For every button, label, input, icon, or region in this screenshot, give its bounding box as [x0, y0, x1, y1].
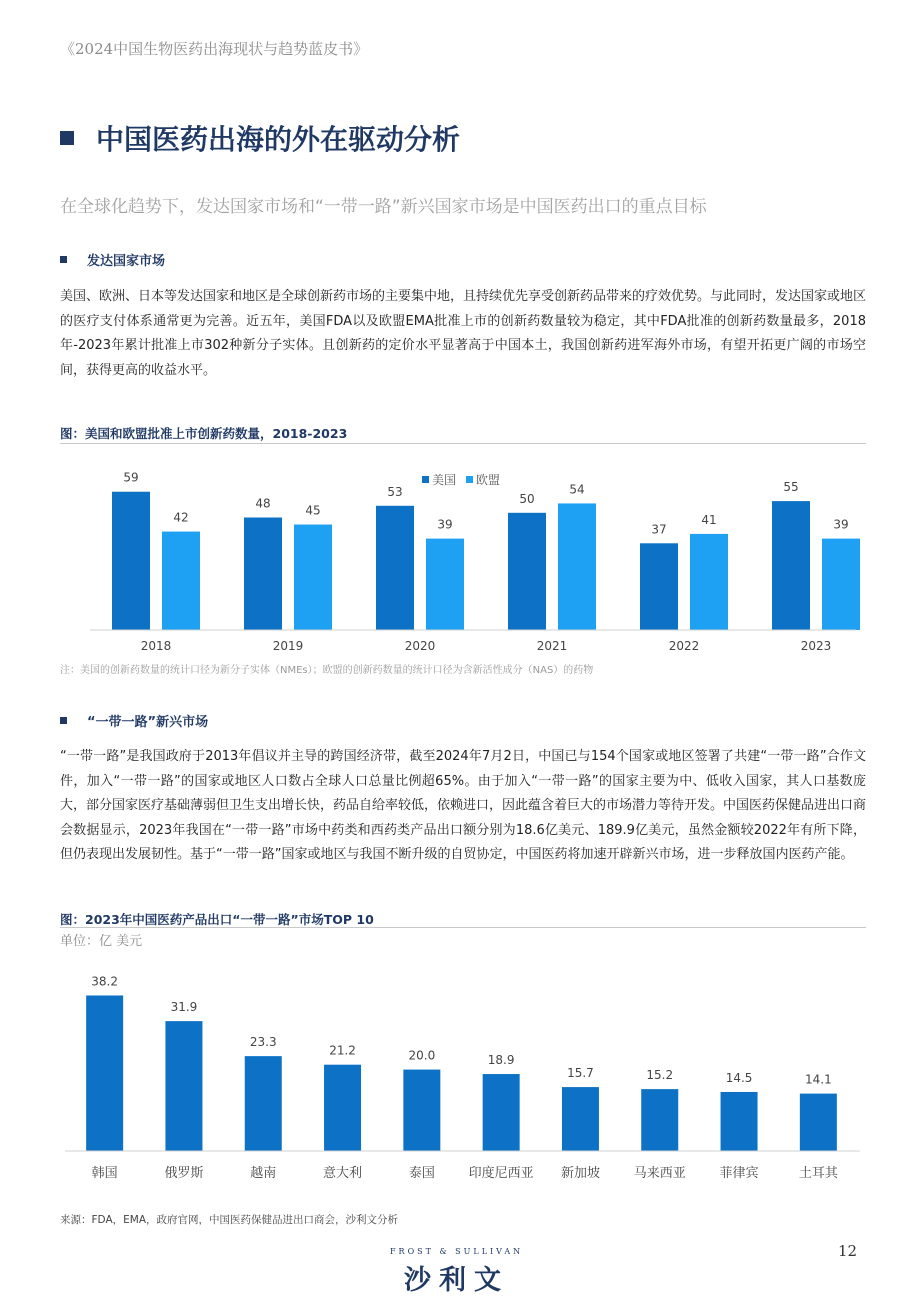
section-title	[60, 118, 460, 158]
data-label-俄罗斯: 31.9	[170, 1000, 198, 1015]
figure-title-approvals: 图：美国和欧盟批准上市创新药数量，2018-2023	[60, 426, 348, 441]
bar-印度尼西亚	[483, 1074, 520, 1151]
tick-label-马来西亚: 马来西亚	[633, 1166, 686, 1181]
document-title: 《2024中国生物医药出海现状与趋势蓝皮书》	[60, 40, 369, 58]
bar-2021-1	[558, 503, 596, 630]
figure-divider	[60, 927, 866, 928]
logo-text-cn: 沙利文	[404, 1265, 509, 1296]
unit-label: 单位：亿 美元	[60, 934, 143, 949]
paragraph-belt-road: “一带一路”是我国政府于2013年倡议并主导的跨国经济带，截至2024年7月2日，中国已与154个国家或地区签署了共建“一带一路”合作文件，加入“一带一路”的国家或地区人口数占全球人口总量比例超65%。由于加入“一带一路”的国家主要为中、低收入国家，其人口基数庞大，部分国家医疗基础薄弱但卫生支出增长快，药品自给率较低，依赖进口，因此蕴含着巨大的市场潜力等待开发。中国医药保健品进出口商会数据显示，2023年我国在“一带一路”市场中药类和西药类产品出口额分别为18.6亿美元、189.9亿美元，虽然金额较2022年有所下降，但仍表现出发展韧性。基于“一带一路”国家或地区与我国不断升级的自贸协定，中国医药将加速开辟新兴市场，进一步释放国内医药产能。	[60, 749, 867, 862]
data-label-韩国: 38.2	[91, 975, 119, 989]
legend-swatch-1	[466, 476, 473, 483]
tick-label-2021: 2021	[536, 639, 568, 653]
bar-新加坡	[562, 1087, 599, 1151]
tick-label-2019: 2019	[272, 639, 304, 653]
bar-2019-1	[294, 525, 332, 630]
data-label-2021-1: 54	[569, 482, 585, 497]
bar-意大利	[324, 1065, 361, 1151]
data-label-2018-1: 42	[173, 510, 189, 525]
figure-title-exports: 图：2023年中国医药产品出口“一带一路”市场TOP 10	[60, 912, 374, 927]
bar-越南	[245, 1056, 282, 1151]
tick-label-2023: 2023	[800, 639, 832, 653]
section-title-text: 中国医药出海的外在驱动分析	[96, 123, 461, 156]
tick-label-印度尼西亚: 印度尼西亚	[468, 1166, 534, 1181]
tick-label-意大利: 意大利	[323, 1166, 363, 1181]
bar-马来西亚	[641, 1089, 678, 1151]
data-label-新加坡: 15.7	[567, 1066, 594, 1081]
bar-菲律宾	[721, 1092, 758, 1151]
legend-swatch-0	[422, 476, 429, 483]
chart-legend	[422, 473, 500, 487]
data-label-2023-1: 39	[833, 517, 849, 532]
paragraph-developed: 美国、欧洲、日本等发达国家和地区是全球创新药市场的主要集中地，且持续优先享受创新药品带来的疗效优势。与此同时，发达国家或地区的医疗支付体系通常更为完善。近五年，美国FDA以及欧盟EMA批准上市的创新药数量较为稳定，其中FDA批准的创新药数量最多，2018年-2023年累计批准上市302种新分子实体。且创新药的定价水平显著高于中国本土，我国创新药进军海外市场，有望开拓更广阔的市场空间，获得更高的收益水平。	[60, 289, 867, 378]
tick-label-新加坡: 新加坡	[560, 1166, 600, 1181]
legend-label-1: 欧盟	[476, 473, 501, 487]
bar-2023-0	[772, 501, 810, 630]
heading-developed-text: 发达国家市场	[87, 254, 166, 269]
bar-2020-1	[426, 539, 464, 630]
data-label-马来西亚: 15.2	[646, 1068, 674, 1083]
data-label-2023-0: 55	[783, 480, 799, 495]
tick-label-2022: 2022	[668, 639, 700, 653]
bar-2018-1	[162, 532, 200, 630]
tick-label-2018: 2018	[140, 639, 172, 653]
bar-韩国	[86, 995, 123, 1151]
bar-2019-0	[244, 518, 282, 631]
source-note: 来源：FDA，EMA，政府官网，中国医药保健品进出口商会，沙利文分析	[60, 1214, 398, 1226]
heading-belt-road-text: “一带一路”新兴市场	[87, 715, 209, 730]
data-label-意大利: 21.2	[329, 1043, 356, 1058]
data-label-2022-0: 37	[651, 522, 667, 537]
data-label-2018-0: 59	[123, 470, 139, 485]
figure-divider	[60, 443, 866, 444]
approvals-chart	[60, 460, 866, 660]
logo-text-en: FROST & SULLIVAN	[390, 1247, 524, 1256]
data-label-2021-0: 50	[519, 491, 535, 506]
tick-label-韩国: 韩国	[91, 1166, 118, 1181]
exports-chart	[60, 975, 866, 1190]
data-label-2020-1: 39	[437, 517, 453, 532]
data-label-2019-1: 45	[305, 503, 321, 518]
bar-泰国	[403, 1070, 440, 1151]
legend-label-0: 美国	[432, 473, 457, 487]
data-label-2020-0: 53	[387, 484, 403, 499]
page-number: 12	[838, 1242, 858, 1260]
bar-2020-0	[376, 506, 414, 630]
bar-俄罗斯	[165, 1021, 202, 1151]
heading-belt-road-markets	[60, 711, 208, 730]
tick-label-越南: 越南	[250, 1166, 277, 1181]
bar-2018-0	[112, 492, 150, 630]
tick-label-2020: 2020	[404, 639, 436, 653]
heading-developed-markets	[60, 250, 165, 269]
data-label-泰国: 20.0	[408, 1048, 436, 1063]
data-label-土耳其: 14.1	[804, 1072, 832, 1087]
data-label-印度尼西亚: 18.9	[487, 1053, 515, 1068]
section-subtitle: 在全球化趋势下，发达国家市场和“一带一路”新兴国家市场是中国医药出口的重点目标	[60, 197, 707, 217]
bar-2022-1	[690, 534, 728, 630]
tick-label-俄罗斯: 俄罗斯	[164, 1166, 204, 1181]
data-label-2022-1: 41	[701, 512, 717, 527]
data-label-菲律宾: 14.5	[725, 1070, 753, 1085]
square-bullet-icon	[60, 131, 74, 145]
bar-2022-0	[640, 543, 678, 630]
bar-2021-0	[508, 513, 546, 630]
data-label-2019-0: 48	[255, 496, 271, 511]
tick-label-泰国: 泰国	[408, 1166, 435, 1181]
square-bullet-icon	[60, 717, 67, 724]
bar-2023-1	[822, 539, 860, 630]
chart-note: 注：美国的创新药数量的统计口径为新分子实体（NMEs）；欧盟的创新药数量的统计口径为含新活性成分（NAS）的药物	[60, 665, 594, 676]
bar-土耳其	[800, 1094, 837, 1151]
square-bullet-icon	[60, 256, 67, 263]
tick-label-菲律宾: 菲律宾	[719, 1166, 759, 1181]
data-label-越南: 23.3	[249, 1035, 277, 1050]
tick-label-土耳其: 土耳其	[798, 1166, 838, 1181]
